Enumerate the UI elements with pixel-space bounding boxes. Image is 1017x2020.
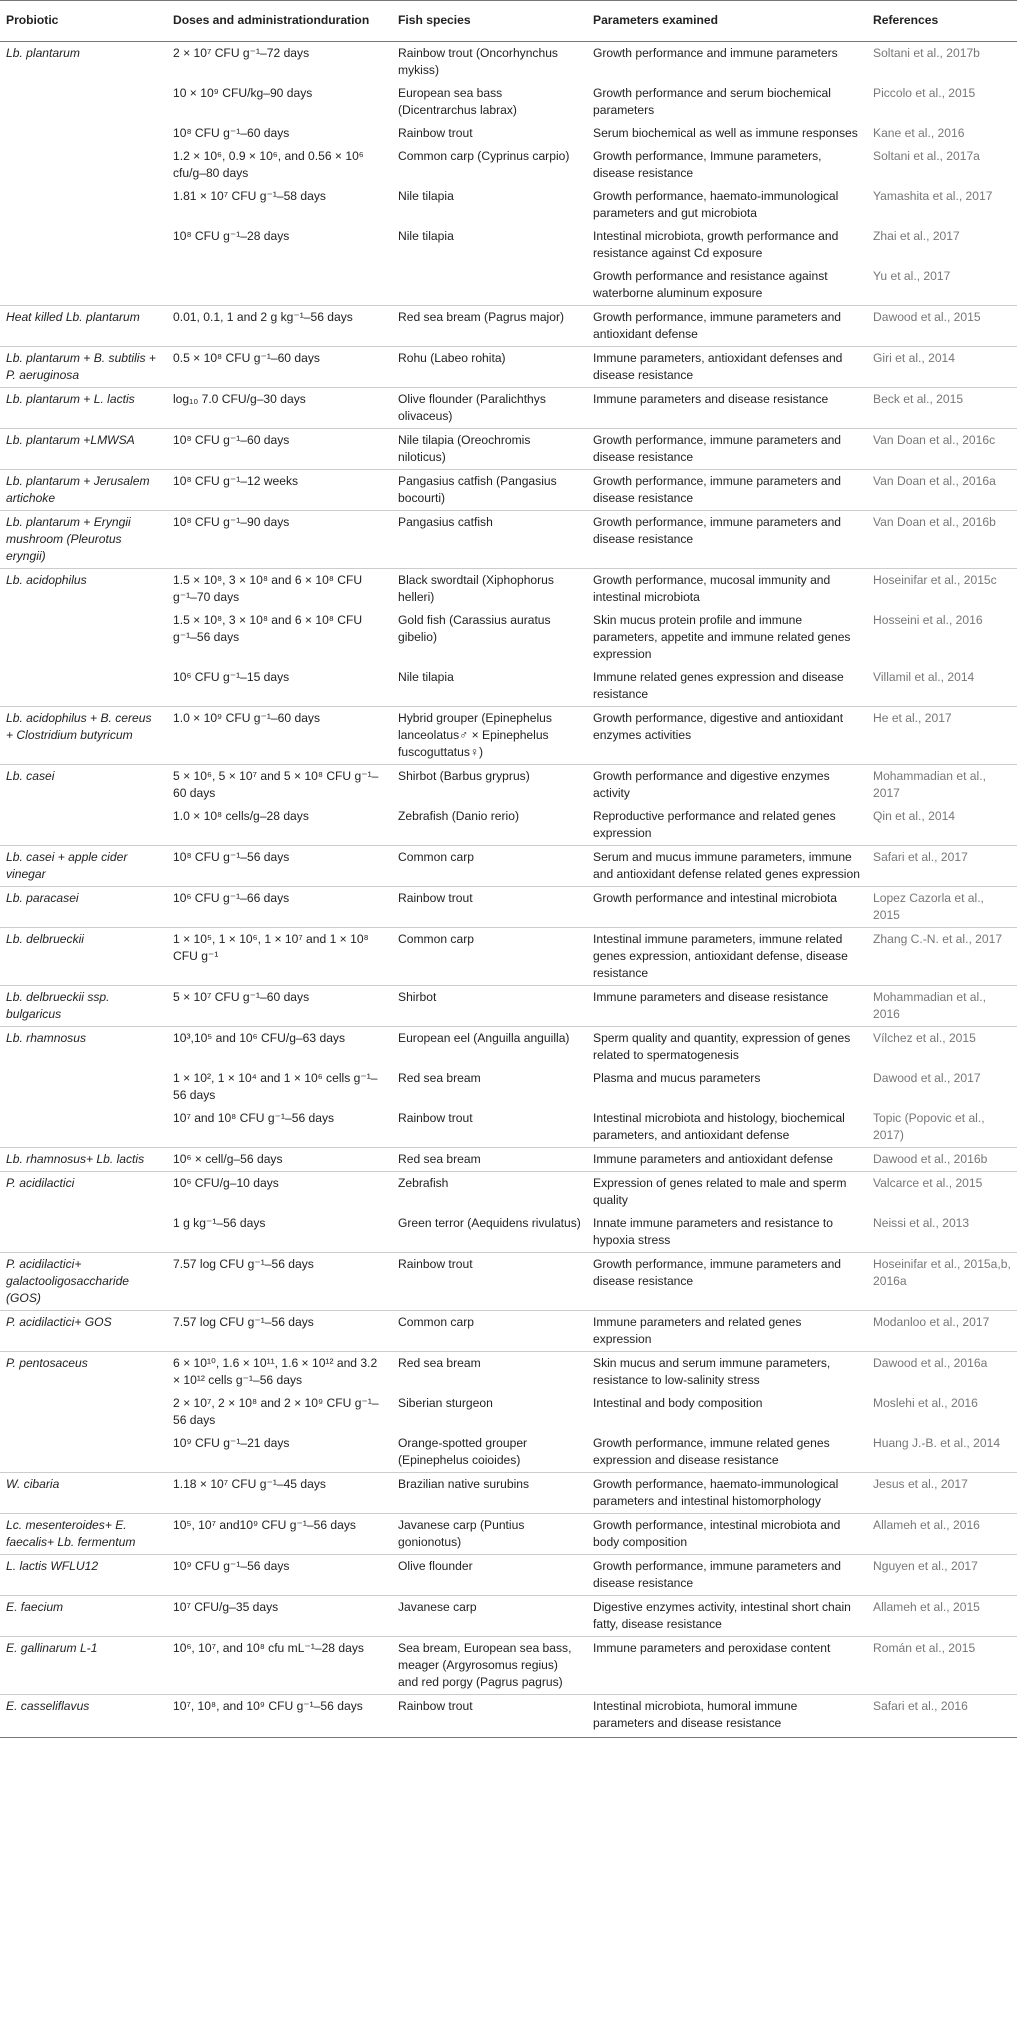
cell-reference: Dawood et al., 2016b <box>867 1148 1017 1172</box>
cell-dose: 10⁶, 10⁷, and 10⁸ cfu mL⁻¹–28 days <box>167 1637 392 1695</box>
cell-dose: 10³,10⁵ and 10⁶ CFU/g–63 days <box>167 1027 392 1068</box>
cell-species: Shirbot <box>392 986 587 1027</box>
cell-species: Nile tilapia <box>398 229 454 243</box>
cell-dose <box>167 265 392 306</box>
cell-dose: 1.0 × 10⁸ cells/g–28 days <box>173 809 309 823</box>
table-row <box>0 1392 1017 1432</box>
cell-probiotic: Lb. plantarum +LMWSA <box>0 429 167 470</box>
cell-species: Rainbow trout <box>392 1253 587 1311</box>
cell-probiotic: P. acidilactici <box>0 1172 167 1213</box>
cell-parameters: Intestinal and body composition <box>593 1396 763 1410</box>
cell-probiotic <box>0 225 167 265</box>
cell-reference: Topic (Popovic et al., 2017) <box>873 1111 985 1142</box>
cell-dose: 10⁶ × cell/g–56 days <box>167 1148 392 1172</box>
table-row <box>0 846 1017 887</box>
cell-reference: Jesus et al., 2017 <box>867 1473 1017 1514</box>
table-row <box>0 1352 1017 1393</box>
cell-parameters: Immune parameters and disease resistance <box>587 388 867 429</box>
header-doses: Doses and administrationduration <box>167 1 392 42</box>
cell-dose: 10 × 10⁹ CFU/kg–90 days <box>173 86 313 100</box>
cell-parameters: Immune parameters and disease resistance <box>587 986 867 1027</box>
table-row <box>0 82 1017 122</box>
cell-species: Sea bream, European sea bass, meager (Argyrosomus regius) and red porgy (Pagrus pagrus) <box>392 1637 587 1695</box>
cell-species: European sea bass (Dicentrarchus labrax) <box>398 86 517 117</box>
cell-parameters: Growth performance, digestive and antioxidant enzymes activities <box>587 707 867 765</box>
cell-parameters: Growth performance, intestinal microbiota and body composition <box>587 1514 867 1555</box>
table-row <box>0 1212 1017 1253</box>
cell-parameters: Serum biochemical as well as immune responses <box>593 126 858 140</box>
cell-probiotic <box>0 145 167 185</box>
table-row <box>0 1432 1017 1473</box>
cell-species: Javanese carp <box>392 1596 587 1637</box>
cell-dose: 10⁶ CFU g⁻¹–66 days <box>167 887 392 928</box>
cell-probiotic: Lb. casei + apple cider vinegar <box>0 846 167 887</box>
cell-species: Black swordtail (Xiphophorus helleri) <box>392 569 587 610</box>
cell-species: Common carp <box>392 1311 587 1352</box>
table-row <box>0 1148 1017 1172</box>
cell-probiotic: Lb. rhamnosus <box>0 1027 167 1068</box>
table-row <box>0 1473 1017 1514</box>
cell-parameters: Growth performance, immune parameters and disease resistance <box>587 470 867 511</box>
cell-dose: 1.18 × 10⁷ CFU g⁻¹–45 days <box>167 1473 392 1514</box>
cell-parameters: Growth performance, mucosal immunity and intestinal microbiota <box>587 569 867 610</box>
cell-parameters: Growth performance, immune parameters and disease resistance <box>587 1555 867 1596</box>
cell-reference: Van Doan et al., 2016c <box>867 429 1017 470</box>
cell-dose: 7.57 log CFU g⁻¹–56 days <box>167 1311 392 1352</box>
table-row <box>0 887 1017 928</box>
table-row <box>0 1027 1017 1068</box>
cell-parameters: Intestinal microbiota, humoral immune parameters and disease resistance <box>587 1695 867 1738</box>
cell-parameters: Innate immune parameters and resistance to hypoxia stress <box>593 1216 833 1247</box>
cell-species: Gold fish (Carassius auratus gibelio) <box>398 613 551 644</box>
cell-species: Brazilian native surubins <box>392 1473 587 1514</box>
table-row <box>0 765 1017 806</box>
cell-species: Rohu (Labeo rohita) <box>392 347 587 388</box>
cell-probiotic: P. acidilactici+ GOS <box>0 1311 167 1352</box>
cell-probiotic <box>0 185 167 225</box>
cell-reference: Van Doan et al., 2016b <box>867 511 1017 569</box>
cell-reference: Safari et al., 2016 <box>867 1695 1017 1738</box>
cell-parameters: Growth performance, immune parameters and antioxidant defense <box>587 306 867 347</box>
cell-probiotic: Lb. casei <box>0 765 167 806</box>
cell-probiotic <box>0 666 167 707</box>
cell-dose: 5 × 10⁷ CFU g⁻¹–60 days <box>167 986 392 1027</box>
cell-dose: 10⁸ CFU g⁻¹–28 days <box>173 229 290 243</box>
header-probiotic: Probiotic <box>0 1 167 42</box>
cell-parameters: Growth performance, immune parameters and disease resistance <box>587 511 867 569</box>
cell-reference: Román et al., 2015 <box>867 1637 1017 1695</box>
cell-parameters: Intestinal microbiota and histology, biochemical parameters, and antioxidant defense <box>593 1111 845 1142</box>
header-references: References <box>867 1 1017 42</box>
table-row <box>0 1555 1017 1596</box>
cell-species: Siberian sturgeon <box>398 1396 493 1410</box>
cell-reference: Huang J.-B. et al., 2014 <box>873 1436 1001 1450</box>
cell-dose: 10⁹ CFU g⁻¹–56 days <box>167 1555 392 1596</box>
cell-species: Nile tilapia (Oreochromis niloticus) <box>392 429 587 470</box>
cell-parameters: Immune parameters and peroxidase content <box>587 1637 867 1695</box>
cell-species: Olive flounder (Paralichthys olivaceus) <box>392 388 587 429</box>
cell-reference: Lopez Cazorla et al., 2015 <box>867 887 1017 928</box>
cell-probiotic: Lb. plantarum + Eryngii mushroom (Pleurotus eryngii) <box>0 511 167 569</box>
cell-parameters: Skin mucus protein profile and immune parameters, appetite and immune related genes expression <box>593 613 851 661</box>
table-row <box>0 609 1017 666</box>
cell-species: Hybrid grouper (Epinephelus lanceolatus♂ × Epinephelus fuscoguttatus♀) <box>392 707 587 765</box>
cell-dose: 10⁶ CFU/g–10 days <box>167 1172 392 1213</box>
cell-probiotic <box>0 122 167 145</box>
cell-parameters: Growth performance and immune parameters <box>593 46 838 60</box>
cell-species: Common carp (Cyprinus carpio) <box>398 149 570 163</box>
cell-parameters: Growth performance and intestinal microbiota <box>587 887 867 928</box>
cell-reference: Moslehi et al., 2016 <box>873 1396 978 1410</box>
table-row <box>0 429 1017 470</box>
cell-probiotic: Lb. delbrueckii <box>0 928 167 986</box>
table-row <box>0 1253 1017 1311</box>
cell-probiotic <box>0 265 167 306</box>
table-body <box>0 42 1017 1738</box>
cell-dose: 10⁷, 10⁸, and 10⁹ CFU g⁻¹–56 days <box>167 1695 392 1738</box>
table-row <box>0 388 1017 429</box>
cell-probiotic <box>0 609 167 666</box>
cell-species: Zebrafish <box>392 1172 587 1213</box>
cell-reference: Allameh et al., 2015 <box>867 1596 1017 1637</box>
cell-parameters: Intestinal immune parameters, immune related genes expression, antioxidant defense, disease resistance <box>587 928 867 986</box>
header-row <box>0 1 1017 42</box>
cell-dose: 10⁹ CFU g⁻¹–21 days <box>173 1436 290 1450</box>
cell-probiotic <box>0 1432 167 1473</box>
cell-reference: Yu et al., 2017 <box>873 269 951 283</box>
cell-reference: Van Doan et al., 2016a <box>867 470 1017 511</box>
table-row <box>0 185 1017 225</box>
cell-dose: log₁₀ 7.0 CFU/g–30 days <box>167 388 392 429</box>
cell-species: Javanese carp (Puntius gonionotus) <box>392 1514 587 1555</box>
table-row <box>0 1107 1017 1148</box>
table-row <box>0 707 1017 765</box>
cell-reference: Giri et al., 2014 <box>867 347 1017 388</box>
cell-parameters: Sperm quality and quantity, expression of genes related to spermatogenesis <box>587 1027 867 1068</box>
cell-probiotic: L. lactis WFLU12 <box>0 1555 167 1596</box>
cell-reference: Zhang C.-N. et al., 2017 <box>867 928 1017 986</box>
table-row <box>0 347 1017 388</box>
cell-species: Red sea bream (Pagrus major) <box>392 306 587 347</box>
table-row <box>0 1637 1017 1695</box>
table-row <box>0 1311 1017 1352</box>
cell-reference: Kane et al., 2016 <box>873 126 965 140</box>
cell-reference: Safari et al., 2017 <box>867 846 1017 887</box>
cell-reference: He et al., 2017 <box>867 707 1017 765</box>
cell-probiotic: E. casseliflavus <box>0 1695 167 1738</box>
cell-dose: 2 × 10⁷, 2 × 10⁸ and 2 × 10⁹ CFU g⁻¹–56 days <box>173 1396 379 1427</box>
cell-probiotic <box>0 1212 167 1253</box>
cell-dose: 5 × 10⁶, 5 × 10⁷ and 5 × 10⁸ CFU g⁻¹–60 days <box>167 765 392 806</box>
cell-reference: Vílchez et al., 2015 <box>867 1027 1017 1068</box>
cell-reference: Modanloo et al., 2017 <box>867 1311 1017 1352</box>
cell-dose: 1 × 10⁵, 1 × 10⁶, 1 × 10⁷ and 1 × 10⁸ CFU g⁻¹ <box>167 928 392 986</box>
cell-reference: Hoseinifar et al., 2015a,b, 2016a <box>867 1253 1017 1311</box>
cell-probiotic: Lb. delbrueckii ssp. bulgaricus <box>0 986 167 1027</box>
cell-dose: 1.5 × 10⁸, 3 × 10⁸ and 6 × 10⁸ CFU g⁻¹–56 days <box>173 613 363 644</box>
cell-dose: 10⁵, 10⁷ and10⁹ CFU g⁻¹–56 days <box>167 1514 392 1555</box>
cell-parameters: Growth performance and digestive enzymes activity <box>587 765 867 806</box>
cell-probiotic: W. cibaria <box>0 1473 167 1514</box>
cell-parameters: Digestive enzymes activity, intestinal short chain fatty, disease resistance <box>587 1596 867 1637</box>
table-row <box>0 145 1017 185</box>
cell-dose: 1.81 × 10⁷ CFU g⁻¹–58 days <box>173 189 326 203</box>
cell-reference: Dawood et al., 2015 <box>867 306 1017 347</box>
cell-parameters: Growth performance and serum biochemical parameters <box>593 86 831 117</box>
header-parameters: Parameters examined <box>587 1 867 42</box>
cell-probiotic: Lb. acidophilus <box>0 569 167 610</box>
cell-species: Rainbow trout <box>398 1111 473 1125</box>
cell-species: Common carp <box>392 928 587 986</box>
cell-species: Red sea bream <box>398 1071 481 1085</box>
table-row <box>0 986 1017 1027</box>
cell-probiotic: Lb. rhamnosus+ Lb. lactis <box>0 1148 167 1172</box>
cell-species: Nile tilapia <box>398 189 454 203</box>
cell-parameters: Plasma and mucus parameters <box>593 1071 761 1085</box>
cell-species: Rainbow trout (Oncorhynchus mykiss) <box>398 46 558 77</box>
cell-species: Nile tilapia <box>398 670 454 684</box>
cell-probiotic: Lb. plantarum <box>6 46 80 60</box>
cell-probiotic <box>0 1107 167 1148</box>
cell-dose: 10⁸ CFU g⁻¹–12 weeks <box>167 470 392 511</box>
cell-parameters: Growth performance, immune parameters and disease resistance <box>587 1253 867 1311</box>
table-row <box>0 265 1017 306</box>
cell-reference: Hoseinifar et al., 2015c <box>867 569 1017 610</box>
cell-parameters: Serum and mucus immune parameters, immune and antioxidant defense related genes expression <box>587 846 867 887</box>
cell-parameters: Immune parameters and related genes expression <box>587 1311 867 1352</box>
header-species: Fish species <box>392 1 587 42</box>
cell-probiotic: Lb. acidophilus + B. cereus + Clostridium butyricum <box>0 707 167 765</box>
table-row <box>0 1067 1017 1107</box>
cell-parameters: Growth performance, immune parameters and disease resistance <box>587 429 867 470</box>
cell-dose: 10⁸ CFU g⁻¹–90 days <box>167 511 392 569</box>
table-row <box>0 1695 1017 1738</box>
table-row <box>0 928 1017 986</box>
cell-reference: Yamashita et al., 2017 <box>873 189 993 203</box>
cell-reference: Zhai et al., 2017 <box>873 229 960 243</box>
cell-parameters: Growth performance, Immune parameters, disease resistance <box>593 149 822 180</box>
cell-probiotic: P. acidilactici+ galactooligosaccharide (GOS) <box>0 1253 167 1311</box>
cell-probiotic: E. faecium <box>0 1596 167 1637</box>
cell-reference: Beck et al., 2015 <box>867 388 1017 429</box>
cell-dose: 10⁷ CFU/g–35 days <box>167 1596 392 1637</box>
cell-dose: 10⁸ CFU g⁻¹–56 days <box>167 846 392 887</box>
cell-species: Common carp <box>392 846 587 887</box>
cell-species: Red sea bream <box>392 1148 587 1172</box>
cell-probiotic: E. gallinarum L-1 <box>0 1637 167 1695</box>
cell-parameters: Growth performance, haemato-immunological parameters and gut microbiota <box>593 189 839 220</box>
cell-dose: 1 g kg⁻¹–56 days <box>173 1216 266 1230</box>
cell-dose: 7.57 log CFU g⁻¹–56 days <box>167 1253 392 1311</box>
cell-species: Red sea bream <box>392 1352 587 1393</box>
cell-dose: 1.5 × 10⁸, 3 × 10⁸ and 6 × 10⁸ CFU g⁻¹–70 days <box>167 569 392 610</box>
cell-dose: 0.5 × 10⁸ CFU g⁻¹–60 days <box>167 347 392 388</box>
cell-parameters: Growth performance and resistance against waterborne aluminum exposure <box>593 269 828 300</box>
cell-reference: Soltani et al., 2017a <box>873 149 980 163</box>
table-row <box>0 805 1017 846</box>
cell-probiotic: P. pentosaceus <box>0 1352 167 1393</box>
cell-probiotic <box>0 805 167 846</box>
cell-probiotic: Lb. plantarum + L. lactis <box>0 388 167 429</box>
table-row <box>0 511 1017 569</box>
cell-dose: 6 × 10¹⁰, 1.6 × 10¹¹, 1.6 × 10¹² and 3.2 × 10¹² cells g⁻¹–56 days <box>167 1352 392 1393</box>
cell-probiotic: Lb. plantarum + Jerusalem artichoke <box>0 470 167 511</box>
cell-parameters: Skin mucus and serum immune parameters, resistance to low-salinity stress <box>587 1352 867 1393</box>
cell-reference: Valcarce et al., 2015 <box>867 1172 1017 1213</box>
cell-probiotic: Lb. plantarum + B. subtilis + P. aeruginosa <box>0 347 167 388</box>
table-row <box>0 42 1017 83</box>
cell-reference: Qin et al., 2014 <box>873 809 956 823</box>
cell-species: Zebrafish (Danio rerio) <box>398 809 519 823</box>
cell-reference: Soltani et al., 2017b <box>873 46 980 60</box>
cell-parameters: Growth performance, immune related genes expression and disease resistance <box>593 1436 830 1467</box>
cell-reference: Nguyen et al., 2017 <box>867 1555 1017 1596</box>
cell-dose: 1.0 × 10⁹ CFU g⁻¹–60 days <box>167 707 392 765</box>
cell-dose: 10⁸ CFU g⁻¹–60 days <box>173 126 290 140</box>
cell-reference: Hosseini et al., 2016 <box>873 613 983 627</box>
cell-parameters: Immune related genes expression and disease resistance <box>593 670 844 701</box>
cell-species: Rainbow trout <box>392 887 587 928</box>
table-row <box>0 470 1017 511</box>
table-row <box>0 306 1017 347</box>
cell-parameters: Immune parameters, antioxidant defenses and disease resistance <box>587 347 867 388</box>
table-row <box>0 1596 1017 1637</box>
cell-probiotic: Lb. paracasei <box>0 887 167 928</box>
cell-reference: Allameh et al., 2016 <box>867 1514 1017 1555</box>
cell-parameters: Growth performance, haemato-immunological parameters and intestinal histomorphology <box>587 1473 867 1514</box>
cell-reference: Piccolo et al., 2015 <box>873 86 976 100</box>
cell-dose: 10⁷ and 10⁸ CFU g⁻¹–56 days <box>173 1111 335 1125</box>
cell-species: Green terror (Aequidens rivulatus) <box>398 1216 581 1230</box>
cell-probiotic: Lc. mesenteroides+ E. faecalis+ Lb. fermentum <box>0 1514 167 1555</box>
cell-probiotic <box>0 1067 167 1107</box>
cell-dose: 10⁶ CFU g⁻¹–15 days <box>173 670 290 684</box>
cell-species: European eel (Anguilla anguilla) <box>392 1027 587 1068</box>
cell-parameters: Reproductive performance and related genes expression <box>593 809 836 840</box>
cell-reference: Dawood et al., 2016a <box>867 1352 1017 1393</box>
cell-reference: Villamil et al., 2014 <box>873 670 975 684</box>
cell-reference: Mohammadian et al., 2017 <box>867 765 1017 806</box>
cell-species: Pangasius catfish (Pangasius bocourti) <box>392 470 587 511</box>
table-row <box>0 225 1017 265</box>
cell-dose: 10⁸ CFU g⁻¹–60 days <box>167 429 392 470</box>
cell-reference: Dawood et al., 2017 <box>873 1071 981 1085</box>
cell-parameters: Immune parameters and antioxidant defense <box>587 1148 867 1172</box>
cell-species <box>392 265 587 306</box>
cell-parameters: Intestinal microbiota, growth performance and resistance against Cd exposure <box>593 229 839 260</box>
cell-species: Rainbow trout <box>398 126 473 140</box>
cell-species: Pangasius catfish <box>392 511 587 569</box>
table-row <box>0 1514 1017 1555</box>
cell-dose: 1.2 × 10⁶, 0.9 × 10⁶, and 0.56 × 10⁶ cfu/g–80 days <box>173 149 364 180</box>
cell-species: Orange-spotted grouper (Epinephelus coioides) <box>398 1436 528 1467</box>
cell-species: Shirbot (Barbus gryprus) <box>392 765 587 806</box>
cell-reference: Neissi et al., 2013 <box>873 1216 970 1230</box>
cell-species: Olive flounder <box>392 1555 587 1596</box>
cell-species: Rainbow trout <box>392 1695 587 1738</box>
cell-probiotic <box>0 82 167 122</box>
cell-probiotic: Heat killed Lb. plantarum <box>0 306 167 347</box>
table-row <box>0 122 1017 145</box>
cell-reference: Mohammadian et al., 2016 <box>867 986 1017 1027</box>
table-row <box>0 1172 1017 1213</box>
table-row <box>0 666 1017 707</box>
table-row <box>0 569 1017 610</box>
cell-dose: 0.01, 0.1, 1 and 2 g kg⁻¹–56 days <box>167 306 392 347</box>
cell-dose: 2 × 10⁷ CFU g⁻¹–72 days <box>173 46 310 60</box>
cell-dose: 1 × 10², 1 × 10⁴ and 1 × 10⁶ cells g⁻¹–56 days <box>173 1071 378 1102</box>
cell-probiotic <box>0 1392 167 1432</box>
cell-parameters: Expression of genes related to male and sperm quality <box>587 1172 867 1213</box>
